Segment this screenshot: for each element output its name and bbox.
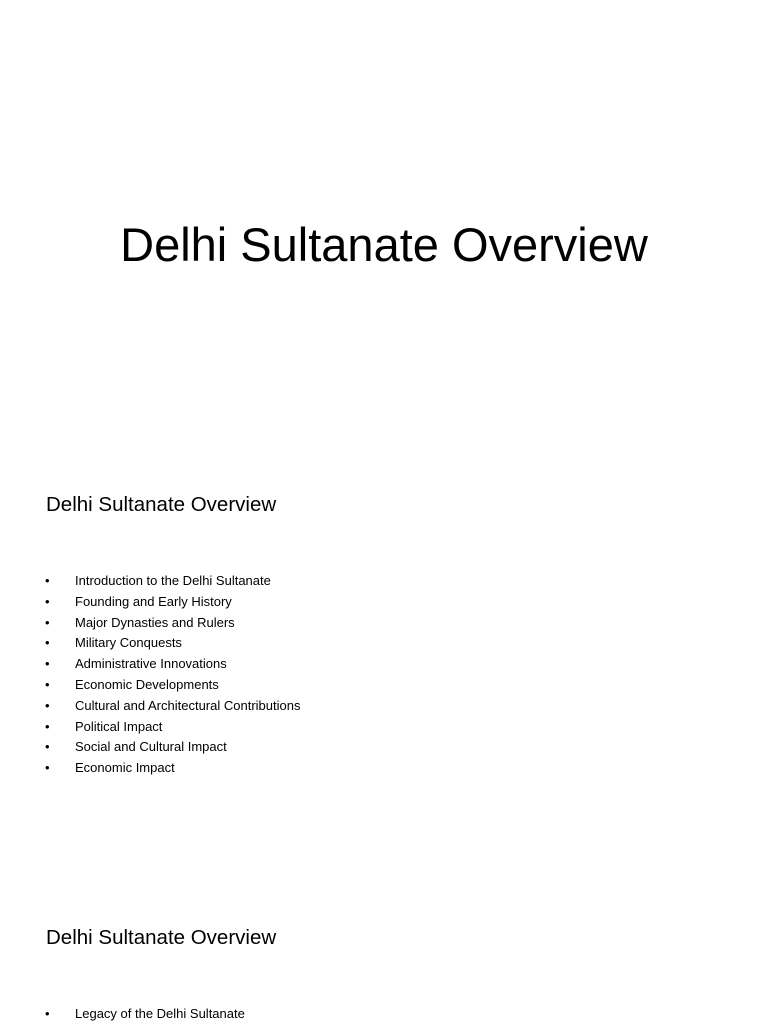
bullet-glyph: •	[45, 656, 50, 672]
bullet-text: Legacy of the Delhi Sultanate	[75, 1006, 245, 1021]
bullet-item	[0, 613, 300, 634]
bullet-item	[0, 654, 300, 675]
bullet-text: Cultural and Architectural Contributions	[75, 697, 301, 713]
bullet-item	[0, 717, 300, 738]
bullet-text: Military Conquests	[75, 635, 182, 651]
presentation-title: Delhi Sultanate Overview	[120, 218, 648, 271]
bullet-glyph: •	[45, 1006, 50, 1021]
content-slide-1	[0, 432, 768, 864]
bullet-item	[0, 1004, 245, 1025]
bullet-text: Political Impact	[75, 718, 163, 734]
bullet-item	[0, 633, 300, 654]
bullet-glyph: •	[45, 760, 50, 776]
bullet-glyph: •	[45, 697, 50, 713]
bullet-list	[0, 1004, 245, 1025]
title-slide	[0, 0, 768, 432]
bullet-item	[0, 737, 300, 758]
bullet-glyph: •	[45, 676, 50, 692]
bullet-item	[0, 758, 300, 779]
bullet-glyph: •	[45, 739, 50, 755]
bullet-glyph: •	[45, 614, 50, 630]
bullet-item	[0, 571, 300, 592]
bullet-text: Social and Cultural Impact	[75, 739, 227, 755]
bullet-glyph: •	[45, 635, 50, 651]
bullet-glyph: •	[45, 573, 50, 588]
slide-heading: Delhi Sultanate Overview	[46, 493, 277, 516]
bullet-item	[0, 592, 300, 613]
bullet-glyph: •	[45, 593, 50, 609]
bullet-item	[0, 675, 300, 696]
content-slide-2	[0, 864, 768, 1024]
bullet-text: Economic Impact	[75, 760, 175, 776]
slide-heading: Delhi Sultanate Overview	[46, 926, 277, 949]
bullet-item	[0, 696, 300, 717]
bullet-list	[0, 571, 300, 779]
bullet-text: Introduction to the Delhi Sultanate	[75, 573, 271, 588]
bullet-text: Major Dynasties and Rulers	[75, 614, 235, 630]
bullet-text: Founding and Early History	[75, 593, 232, 609]
bullet-text: Administrative Innovations	[75, 656, 227, 672]
bullet-text: Economic Developments	[75, 676, 219, 692]
bullet-glyph: •	[45, 718, 50, 734]
